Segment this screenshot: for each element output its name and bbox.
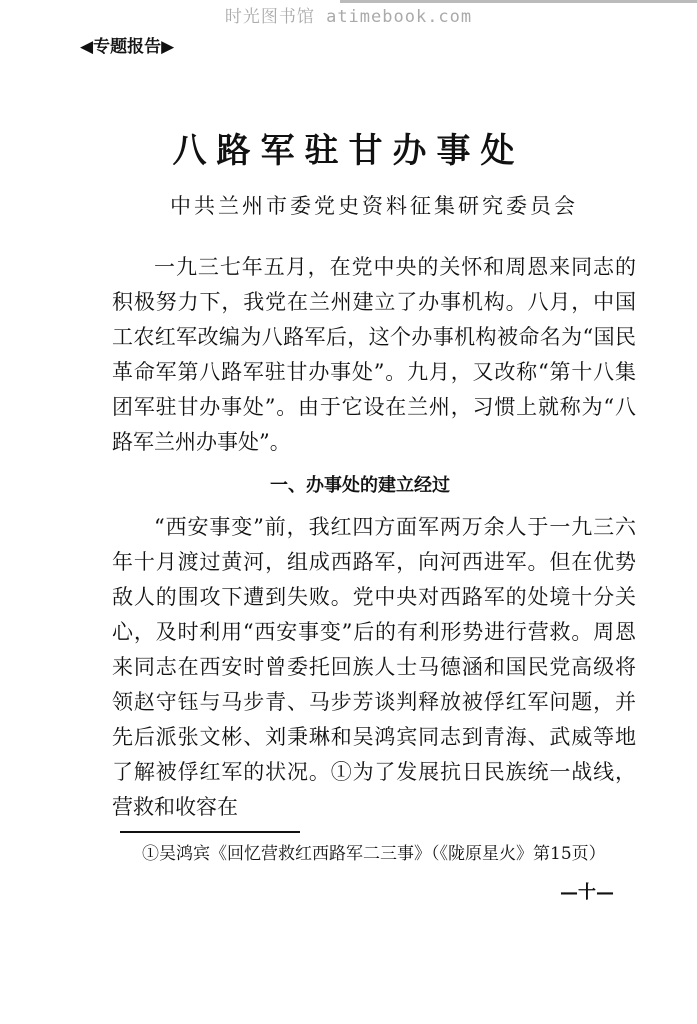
intro-paragraph: 一九三七年五月，在党中央的关怀和周恩来同志的积极努力下，我党在兰州建立了办事机构。八月，中国工农红军改编为八路军后，这个办事机构被命名为“国民革命军第八路军驻甘办事处”。九月，又改称“第十八集团军驻甘办事处”。由于它设在兰州，习惯上就称为“八路军兰州办事处”。 [112,255,636,454]
section-paragraph: “西安事变”前，我红四方面军两万余人于一九三六年十月渡过黄河，组成西路军，向河西进军。但在优势敌人的围攻下遭到失败。党中央对西路军的处境十分关心，及时利用“西安事变”后的有利形势进行营救。周恩来同志在西安时曾委托回族人士马德涵和国民党高级将领赵守钰与马步青、马步芳谈判释放被俘红军问题，并先后派张文彬、刘秉琳和吴鸿宾同志到青海、武威等地了解被俘红军的状况。①为了发展抗日民族统一战线，营救和收容在 [112,515,636,819]
page-number: —十— [560,882,614,903]
footnote-divider [120,831,300,833]
column-label: ◀专题报告▶ [80,37,175,57]
footnote: ①吴鸿宾《回忆营救红西路军二三事》（《陇原星火》第15页） [142,844,606,864]
watermark: 时光图书馆 atimebook.com [224,7,473,27]
article-title: 八路军驻甘办事处 [172,131,525,171]
section-heading: 一、办事处的建立经过 [270,475,450,496]
author-byline: 中共兰州市委党史资料征集研究委员会 [170,194,578,218]
